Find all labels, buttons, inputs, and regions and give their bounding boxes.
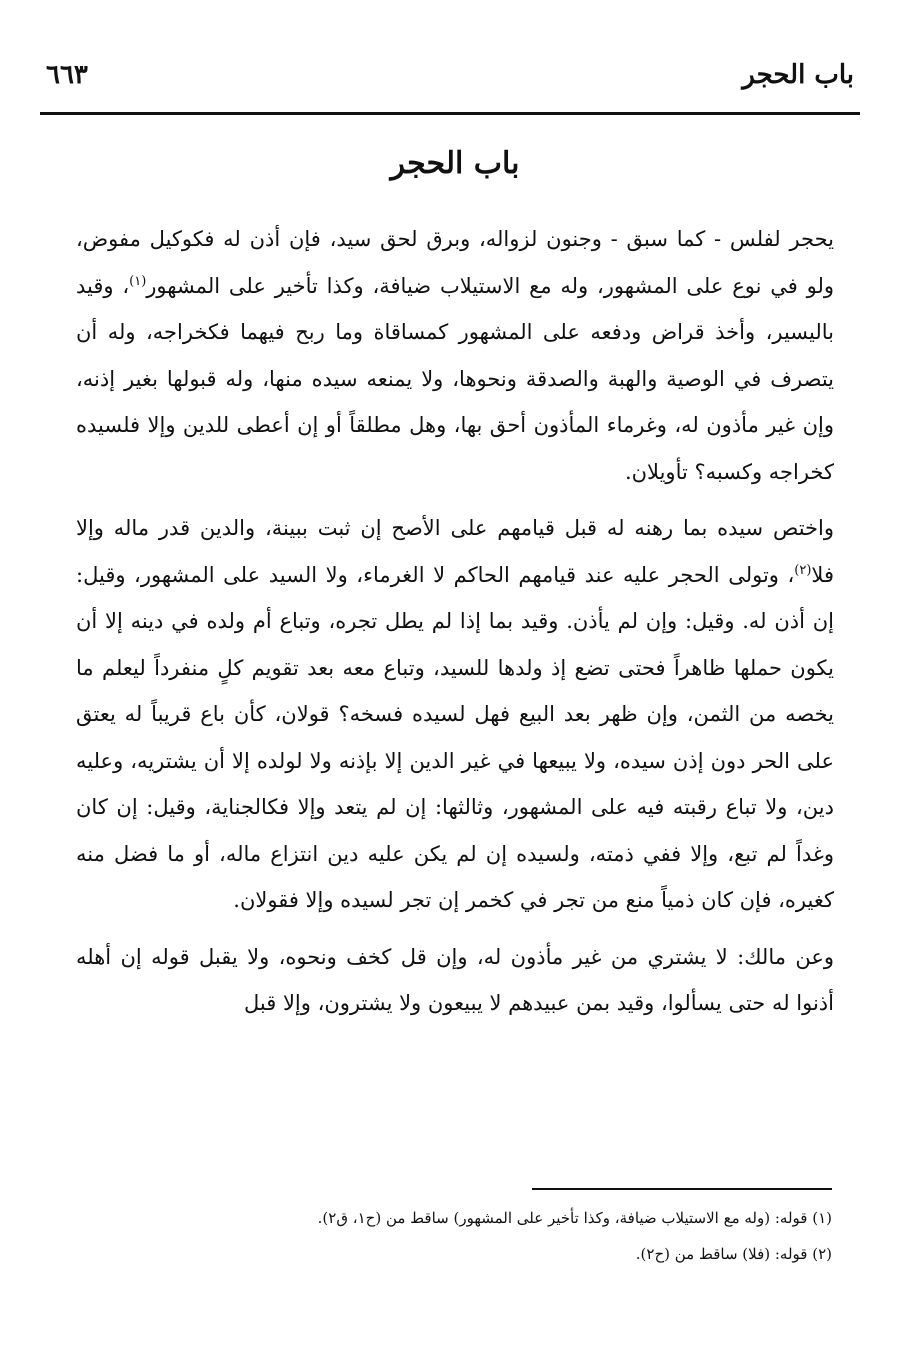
footnote-reference: (١) [129, 273, 147, 289]
footnote-1: (١) قوله: (وله مع الاستيلاب ضيافة، وكذا تأخير على المشهور) ساقط من (ح١، ق٢). [317, 1209, 832, 1227]
paragraph-2 [76, 505, 834, 924]
header-divider [40, 112, 860, 115]
paragraph-text: وعن مالك: لا يشتري من غير مأذون له، وإن قل كخف ونحوه، ولا يقبل قوله إن أهله أذنوا له حتى يسألوا، وقيد بمن عبيدهم لا يبيعون ولا يشترون، وإلا قبل [76, 944, 834, 1015]
footnotes [80, 1200, 832, 1272]
paragraph-text: ، وقيد باليسير، وأخذ قراض ودفعه على المشهور كمساقاة وما ربح فيهما فكخراجه، وله أن يتصرف في الوصية والهبة والصدقة ونحوها، ولا يمنعه سيده منها، وله قبولها بغير إذنه، وإن غير مأذون له، وغرماء المأذون أحق بها، وهل مطلقاً أو إن أعطى للدين وإلا فلسيده كخراجه وكسبه؟ تأويلان. [76, 273, 834, 484]
footnote-2: (٢) قوله: (فلا) ساقط من (ح٢). [635, 1245, 832, 1263]
paragraph-text: واختص سيده بما رهنه له قبل قيامهم على الأصح إن ثبت ببينة، والدين قدر ماله وإلا فلا [76, 516, 834, 587]
paragraph-text: يحجر لفلس - كما سبق - وجنون لزواله، وبرق لحق سيد، فإن أذن له فكوكيل مفوض، ولو في نوع على المشهور، وله مع الاستيلاب ضيافة، وكذا تأخير على المشهور [76, 227, 834, 298]
page-number: ٦٦٣ [46, 60, 88, 90]
footnote-reference: (٢) [794, 562, 812, 578]
body-text [76, 216, 834, 1037]
running-header [46, 56, 854, 106]
paragraph-text: ، وتولى الحجر عليه عند قيامهم الحاكم لا الغرماء، ولا السيد على المشهور، وقيل: إن أذن له. وقيل: وإن لم يأذن. وقيد بما إذا لم يطل تجره، وتباع أم ولده في دينه إلا أن يكون حملها ظاهراً فحتى تضع إذ ولدها للسيد، وتباع معه بعد تقويم كلٍ منفرداً ليعلم ما يخصه من الثمن، وإن ظهر بعد البيع فهل لسيده فسخه؟ قولان، كأن باع قريباً له يعتق على الحر دون إذن سيده، ولا يبيعها في غير الدين إلا بإذنه ولا لولده إلا أن يشتريه، وعليه دين، ولا تباع رقبته فيه على المشهور، وثالثها: إن لم يتعد وإلا فكالجناية، وقيل: إن كان وغداً لم تبع، وإلا ففي ذمته، ولسيده إن لم يكن عليه دين انتزاع ماله، أو ما فضل منه كغيره، فإن كان ذمياً منع من تجر في كخمر إن تجر لسيده وإلا فقولان. [76, 562, 834, 912]
running-title: باب الحجر [742, 60, 854, 90]
footnote-divider [532, 1188, 832, 1190]
paragraph-3 [76, 934, 834, 1027]
paragraph-1 [76, 216, 834, 495]
chapter-title: باب الحجر [390, 146, 520, 181]
